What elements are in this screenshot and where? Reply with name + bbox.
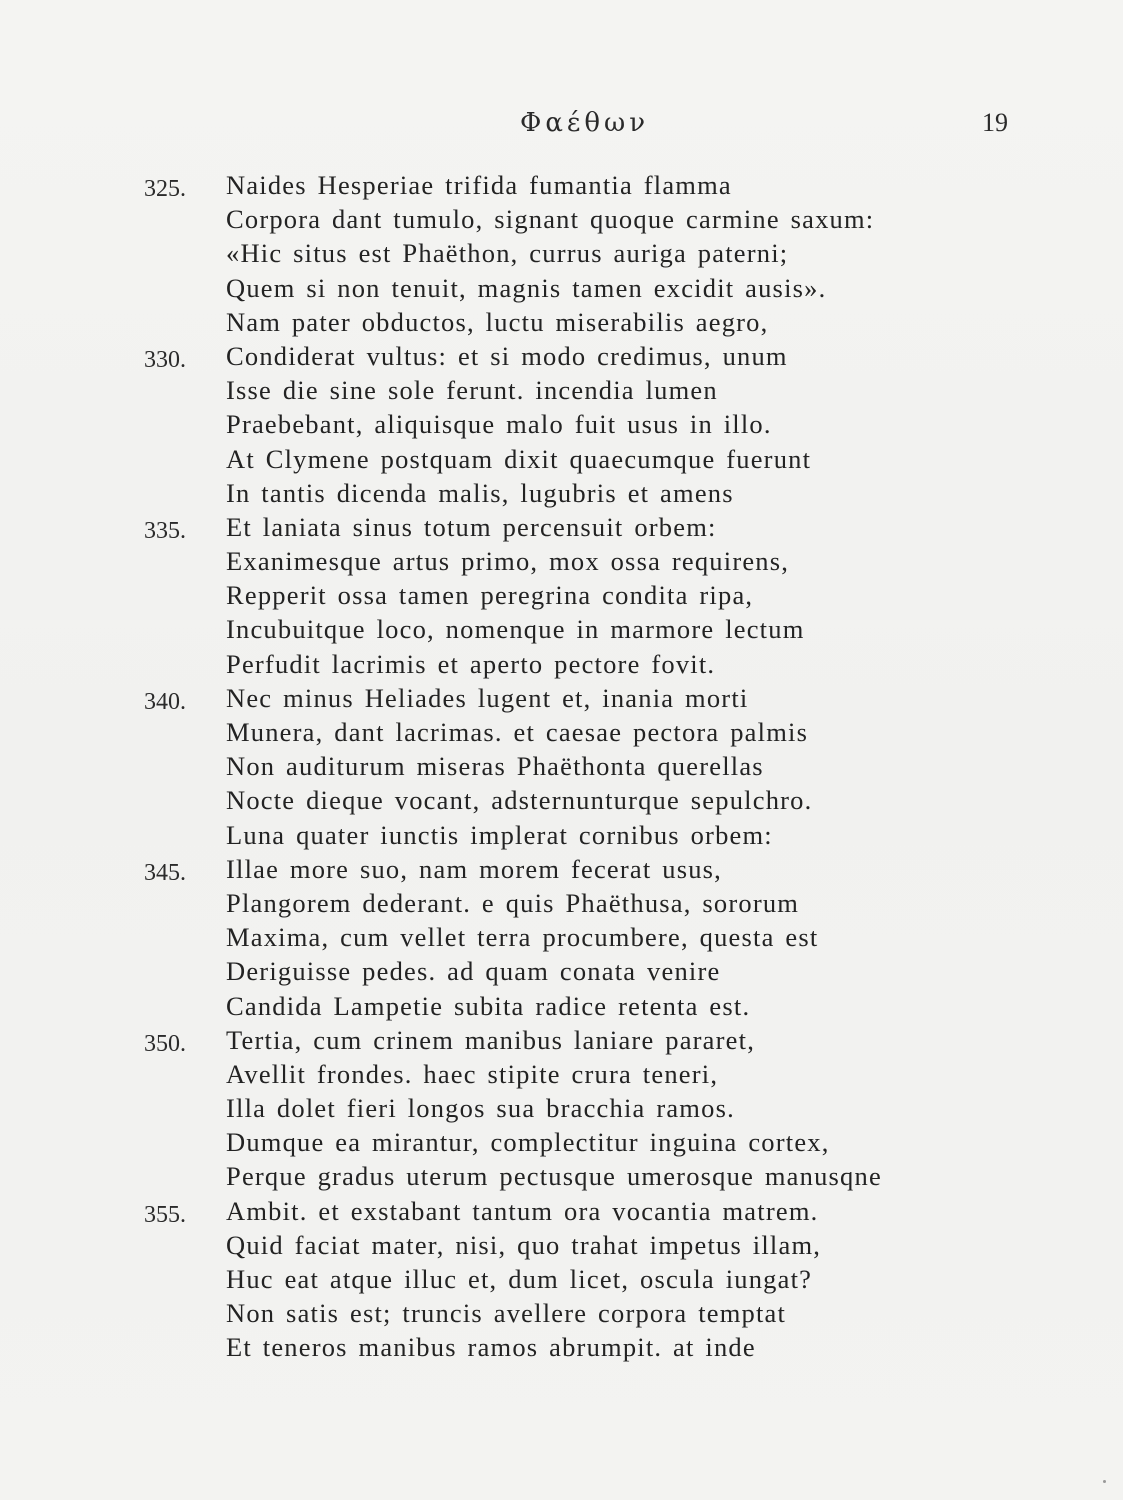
verse-text: Quem si non tenuit, magnis tamen excidit ausis». — [226, 272, 827, 303]
verse-text: Repperit ossa tamen peregrina condita ripa, — [226, 580, 754, 611]
verse-line — [130, 749, 1030, 783]
verse-line — [130, 476, 1030, 510]
verse-line — [130, 920, 1030, 954]
verse-text: Luna quater iunctis implerat cornibus orbem: — [226, 819, 773, 850]
verse-line — [130, 886, 1030, 920]
verse-text: Plangorem dederant. e quis Phaëthusa, sororum — [226, 887, 800, 918]
verse-line — [130, 442, 1030, 476]
verse-text: Deriguisse pedes. ad quam conata venire — [226, 956, 721, 987]
verse-text: Perfudit lacrimis et aperto pectore fovit. — [226, 648, 716, 679]
verse-text: Et teneros manibus ramos abrumpit. at inde — [226, 1332, 756, 1363]
verse-line — [130, 1125, 1030, 1159]
verse-text: Isse die sine sole ferunt. incendia lumen — [226, 375, 718, 406]
verse-line — [130, 168, 1030, 202]
poem-text — [130, 168, 1030, 1365]
page-speck — [1103, 1480, 1106, 1483]
verse-text: «Hic situs est Phaëthon, currus auriga paterni; — [226, 238, 789, 269]
verse-line — [130, 715, 1030, 749]
verse-line — [130, 852, 1030, 886]
verse-text: Perque gradus uterum pectusque umerosque manusqne — [226, 1161, 882, 1192]
verse-text: Quid faciat mater, nisi, quo trahat impetus illam, — [226, 1229, 822, 1260]
verse-line — [130, 681, 1030, 715]
line-number: 345. — [144, 859, 186, 886]
verse-text: Huc eat atque illuc et, dum licet, oscula iungat? — [226, 1264, 813, 1294]
line-number: 350. — [144, 1030, 186, 1057]
verse-line — [130, 1330, 1030, 1364]
line-number: 330. — [144, 346, 186, 373]
verse-text: Exanimesque artus primo, mox ossa requirens, — [226, 546, 790, 577]
running-title: Φαέθων — [520, 108, 650, 138]
verse-text: Non satis est; truncis avellere corpora temptat — [226, 1298, 787, 1329]
verse-text: Nocte dieque vocant, adsternunturque sepulchro. — [226, 785, 813, 816]
verse-line — [130, 1262, 1030, 1296]
verse-text: Et laniata sinus totum percensuit orbem: — [226, 511, 717, 542]
verse-line — [130, 236, 1030, 270]
verse-line — [130, 954, 1030, 988]
verse-line — [130, 1296, 1030, 1330]
line-number: 325. — [144, 176, 186, 202]
verse-text: Incubuitque loco, nomenque in marmore lectum — [226, 614, 805, 645]
verse-text: In tantis dicenda malis, lugubris et amens — [226, 477, 734, 508]
verse-text: Munera, dant lacrimas. et caesae pectora palmis — [226, 717, 809, 747]
verse-line — [130, 647, 1030, 681]
verse-line — [130, 1023, 1030, 1057]
verse-line — [130, 1057, 1030, 1091]
verse-text: Ambit. et exstabant tantum ora vocantia matrem. — [226, 1195, 819, 1226]
verse-line — [130, 578, 1030, 612]
verse-line — [130, 818, 1030, 852]
line-number: 355. — [144, 1201, 186, 1228]
verse-line — [130, 1194, 1030, 1228]
verse-line — [130, 1228, 1030, 1262]
verse-line — [130, 783, 1030, 817]
verse-text: Candida Lampetie subita radice retenta est. — [226, 990, 751, 1021]
verse-line — [130, 989, 1030, 1023]
verse-text: Avellit frondes. haec stipite crura teneri, — [226, 1058, 719, 1089]
verse-text: Illa dolet fieri longos sua bracchia ramos. — [226, 1093, 735, 1124]
verse-line — [130, 612, 1030, 646]
verse-text: Naides Hesperiae trifida fumantia flamma — [226, 170, 732, 200]
verse-text: Nec minus Heliades lugent et, inania morti — [226, 682, 749, 713]
verse-line — [130, 510, 1030, 544]
line-number: 335. — [144, 517, 186, 544]
verse-line — [130, 202, 1030, 236]
verse-text: Non auditurum miseras Phaëthonta querellas — [226, 751, 764, 782]
verse-text: Praebebant, aliquisque malo fuit usus in illo. — [226, 409, 772, 440]
verse-text: Condiderat vultus: et si modo credimus, unum — [226, 340, 788, 371]
verse-line — [130, 1159, 1030, 1193]
verse-line — [130, 339, 1030, 373]
verse-text: Illae more suo, nam morem fecerat usus, — [226, 853, 723, 884]
verse-text: Corpora dant tumulo, signant quoque carmine saxum: — [226, 204, 875, 235]
verse-text: At Clymene postquam dixit quaecumque fuerunt — [226, 443, 812, 474]
verse-text: Maxima, cum vellet terra procumbere, questa est — [226, 922, 819, 953]
page-header — [0, 108, 1123, 148]
line-number: 340. — [144, 688, 186, 715]
verse-text: Dumque ea mirantur, complectitur inguina cortex, — [226, 1127, 830, 1158]
verse-line — [130, 373, 1030, 407]
verse-line — [130, 271, 1030, 305]
verse-text: Nam pater obductos, luctu miserabilis aegro, — [226, 306, 769, 337]
verse-text: Tertia, cum crinem manibus laniare pararet, — [226, 1024, 756, 1055]
verse-line — [130, 544, 1030, 578]
verse-line — [130, 407, 1030, 441]
verse-line — [130, 1091, 1030, 1125]
verse-line — [130, 305, 1030, 339]
page-number: 19 — [982, 108, 1008, 137]
